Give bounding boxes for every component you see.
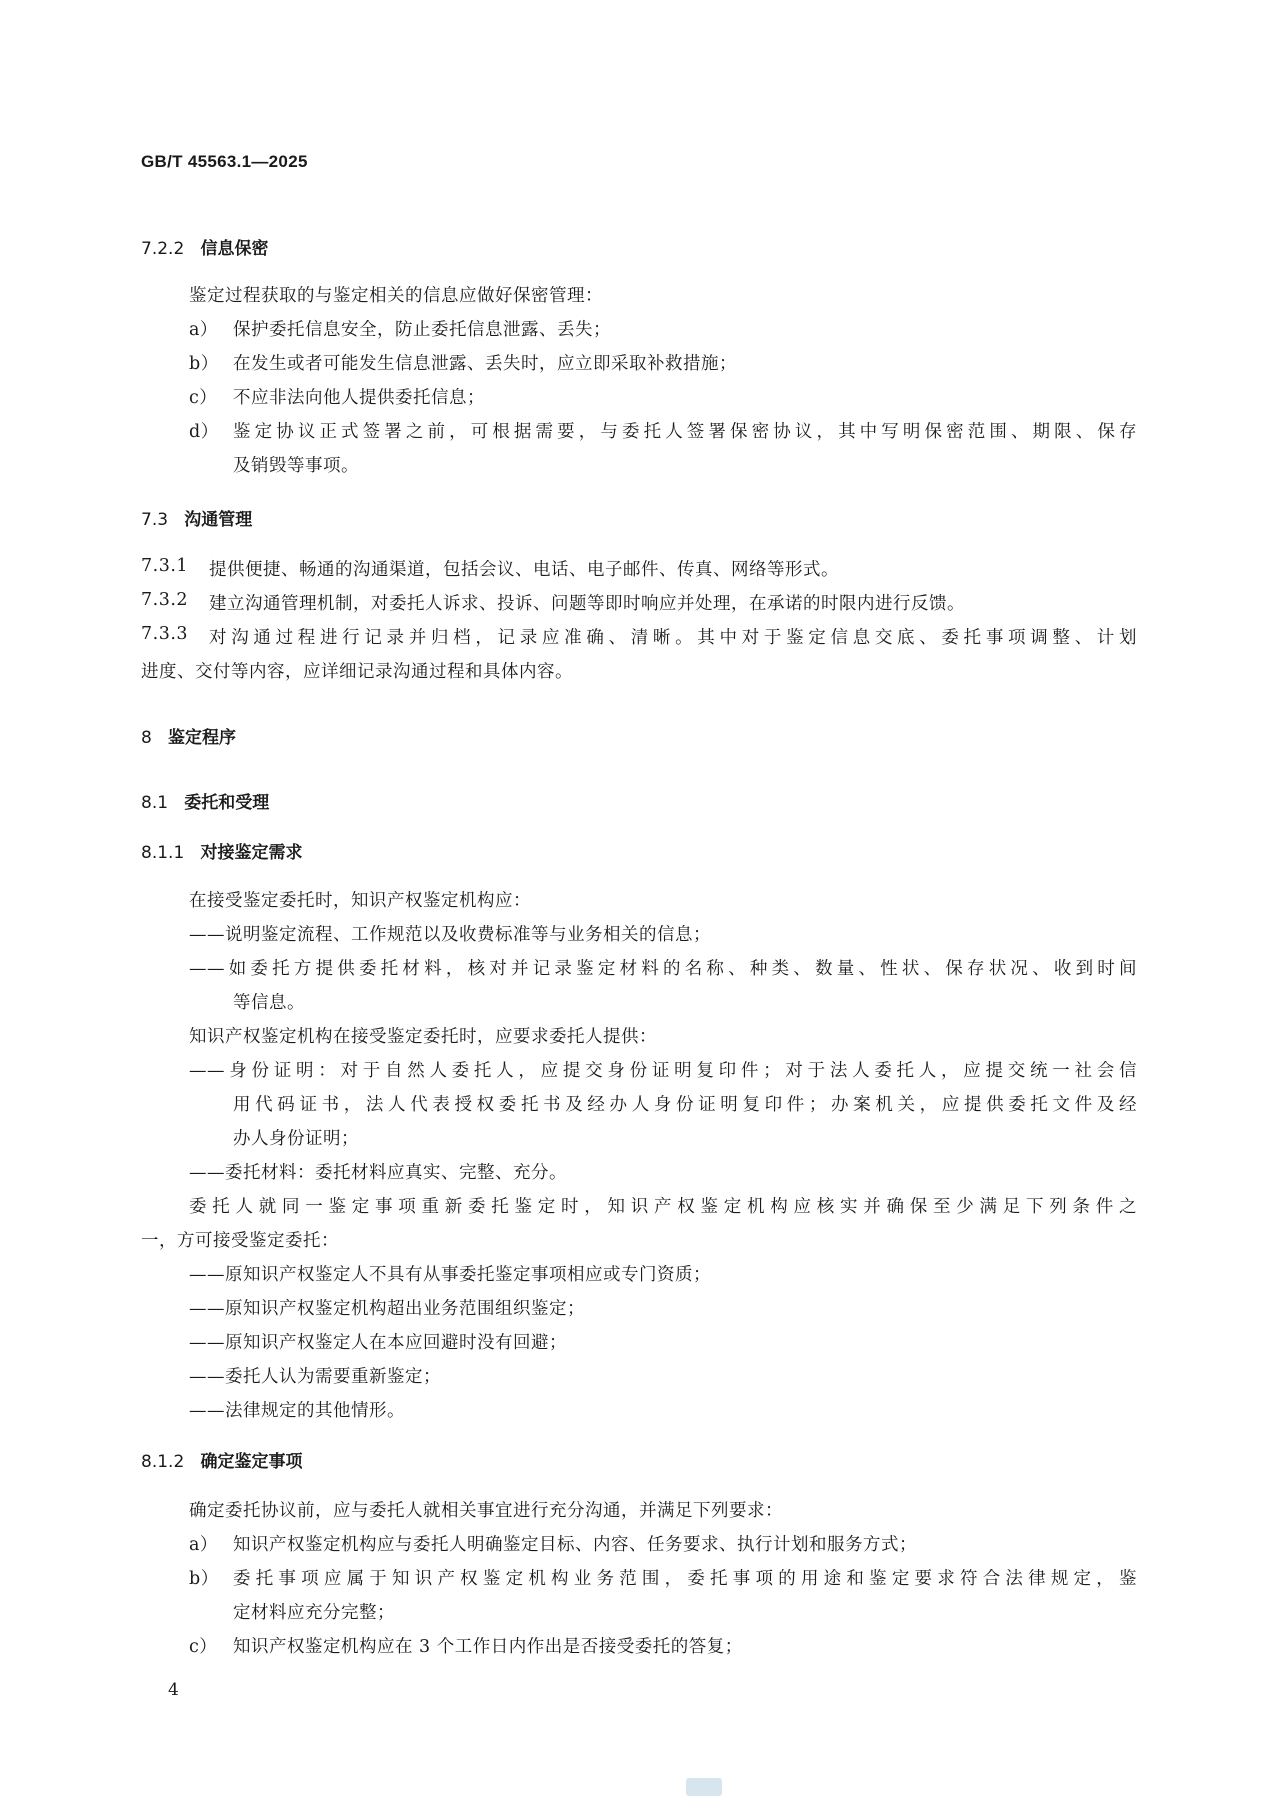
section-title: 确定鉴定事项 xyxy=(200,1452,303,1472)
list-item-text: 知识产权鉴定机构应在 3 个工作日内作出是否接受委托的答复； xyxy=(233,1637,743,1657)
list-item-text: 保护委托信息安全，防止委托信息泄露、丢失； xyxy=(233,320,611,340)
section-number: 8.1.2 xyxy=(141,1452,185,1472)
list-item-text: 知识产权鉴定机构应与委托人明确鉴定目标、内容、任务要求、执行计划和服务方式； xyxy=(233,1535,917,1555)
section-number: 7.3 xyxy=(141,510,169,530)
chapter-number: 8 xyxy=(141,728,152,748)
dash-item: ——说明鉴定流程、工作规范以及收费标准等与业务相关的信息； xyxy=(189,925,711,945)
list-item-label: c） xyxy=(189,1637,218,1657)
clause-continuation: 进度、交付等内容，应详细记录沟通过程和具体内容。 xyxy=(141,662,573,682)
dash-item-continuation: 办人身份证明； xyxy=(233,1129,359,1149)
clause-text: 提供便捷、畅通的沟通渠道，包括会议、电话、电子邮件、传真、网络等形式。 xyxy=(209,560,839,580)
paragraph: 委托人就同一鉴定事项重新委托鉴定时，知识产权鉴定机构应核实并确保至少满足下列条件之 xyxy=(189,1197,1137,1217)
section-number: 8.1.1 xyxy=(141,843,185,863)
paragraph: 确定委托协议前，应与委托人就相关事宜进行充分沟通，并满足下列要求： xyxy=(189,1501,783,1521)
section-8-1-2-heading xyxy=(141,1447,302,1472)
dash-item: ——法律规定的其他情形。 xyxy=(189,1401,405,1421)
dash-item: ——原知识产权鉴定机构超出业务范围组织鉴定； xyxy=(189,1299,585,1319)
section-title: 信息保密 xyxy=(200,239,269,259)
standard-code: GB/T 45563.1—2025 xyxy=(141,152,308,171)
list-item-label: d） xyxy=(189,422,219,442)
paragraph-continuation: 一，方可接受鉴定委托： xyxy=(141,1231,339,1251)
list-item-label: a） xyxy=(189,1535,218,1555)
paragraph: 鉴定过程获取的与鉴定相关的信息应做好保密管理： xyxy=(189,286,603,306)
section-7-2-2-heading xyxy=(141,234,268,259)
section-title: 对接鉴定需求 xyxy=(200,843,303,863)
list-item-text: 鉴定协议正式签署之前，可根据需要，与委托人签署保密协议，其中写明保密范围、期限、保存 xyxy=(233,422,1137,442)
section-7-3-heading xyxy=(141,505,252,530)
list-item-label: b） xyxy=(189,1569,219,1589)
section-8-1-heading xyxy=(141,788,269,813)
list-item-label: a） xyxy=(189,320,218,340)
clause-text: 对沟通过程进行记录并归档，记录应准确、清晰。其中对于鉴定信息交底、委托事项调整、计划 xyxy=(209,628,1137,648)
dash-item: ——原知识产权鉴定人不具有从事委托鉴定事项相应或专门资质； xyxy=(189,1265,711,1285)
dash-item: ——委托材料：委托材料应真实、完整、充分。 xyxy=(189,1163,567,1183)
dash-item: ——如委托方提供委托材料，核对并记录鉴定材料的名称、种类、数量、性状、保存状况、收到时间 xyxy=(189,959,1137,979)
list-item-text: 委托事项应属于知识产权鉴定机构业务范围，委托事项的用途和鉴定要求符合法律规定，鉴 xyxy=(233,1569,1137,1589)
section-number: 7.2.2 xyxy=(141,239,185,259)
list-item-text: 在发生或者可能发生信息泄露、丢失时，应立即采取补救措施； xyxy=(233,354,737,374)
page-number: 4 xyxy=(168,1680,179,1700)
dash-item: ——委托人认为需要重新鉴定； xyxy=(189,1367,441,1387)
clause-number: 7.3.3 xyxy=(141,624,189,644)
clause-number: 7.3.2 xyxy=(141,590,189,610)
list-item-continuation: 定材料应充分完整； xyxy=(233,1603,395,1623)
section-number: 8.1 xyxy=(141,793,169,813)
watermark-logo xyxy=(686,1778,722,1796)
dash-item: ——身份证明：对于自然人委托人，应提交身份证明复印件；对于法人委托人，应提交统一社会信 xyxy=(189,1061,1137,1081)
section-8-1-1-heading xyxy=(141,838,302,863)
section-title: 委托和受理 xyxy=(184,793,270,813)
paragraph: 知识产权鉴定机构在接受鉴定委托时，应要求委托人提供： xyxy=(189,1027,657,1047)
list-item-label: c） xyxy=(189,388,218,408)
list-item-label: b） xyxy=(189,354,219,374)
clause-number: 7.3.1 xyxy=(141,556,189,576)
chapter-title: 鉴定程序 xyxy=(168,728,237,748)
dash-item: ——原知识产权鉴定人在本应回避时没有回避； xyxy=(189,1333,567,1353)
list-item-text: 不应非法向他人提供委托信息； xyxy=(233,388,485,408)
chapter-8-heading xyxy=(141,723,236,748)
list-item-continuation: 及销毁等事项。 xyxy=(233,456,359,476)
clause-text: 建立沟通管理机制，对委托人诉求、投诉、问题等即时响应并处理，在承诺的时限内进行反馈。 xyxy=(209,594,965,614)
section-title: 沟通管理 xyxy=(184,510,253,530)
paragraph: 在接受鉴定委托时，知识产权鉴定机构应： xyxy=(189,891,531,911)
dash-item-continuation: 等信息。 xyxy=(233,993,305,1013)
dash-item-continuation: 用代码证书，法人代表授权委托书及经办人身份证明复印件；办案机关，应提供委托文件及经 xyxy=(233,1095,1137,1115)
